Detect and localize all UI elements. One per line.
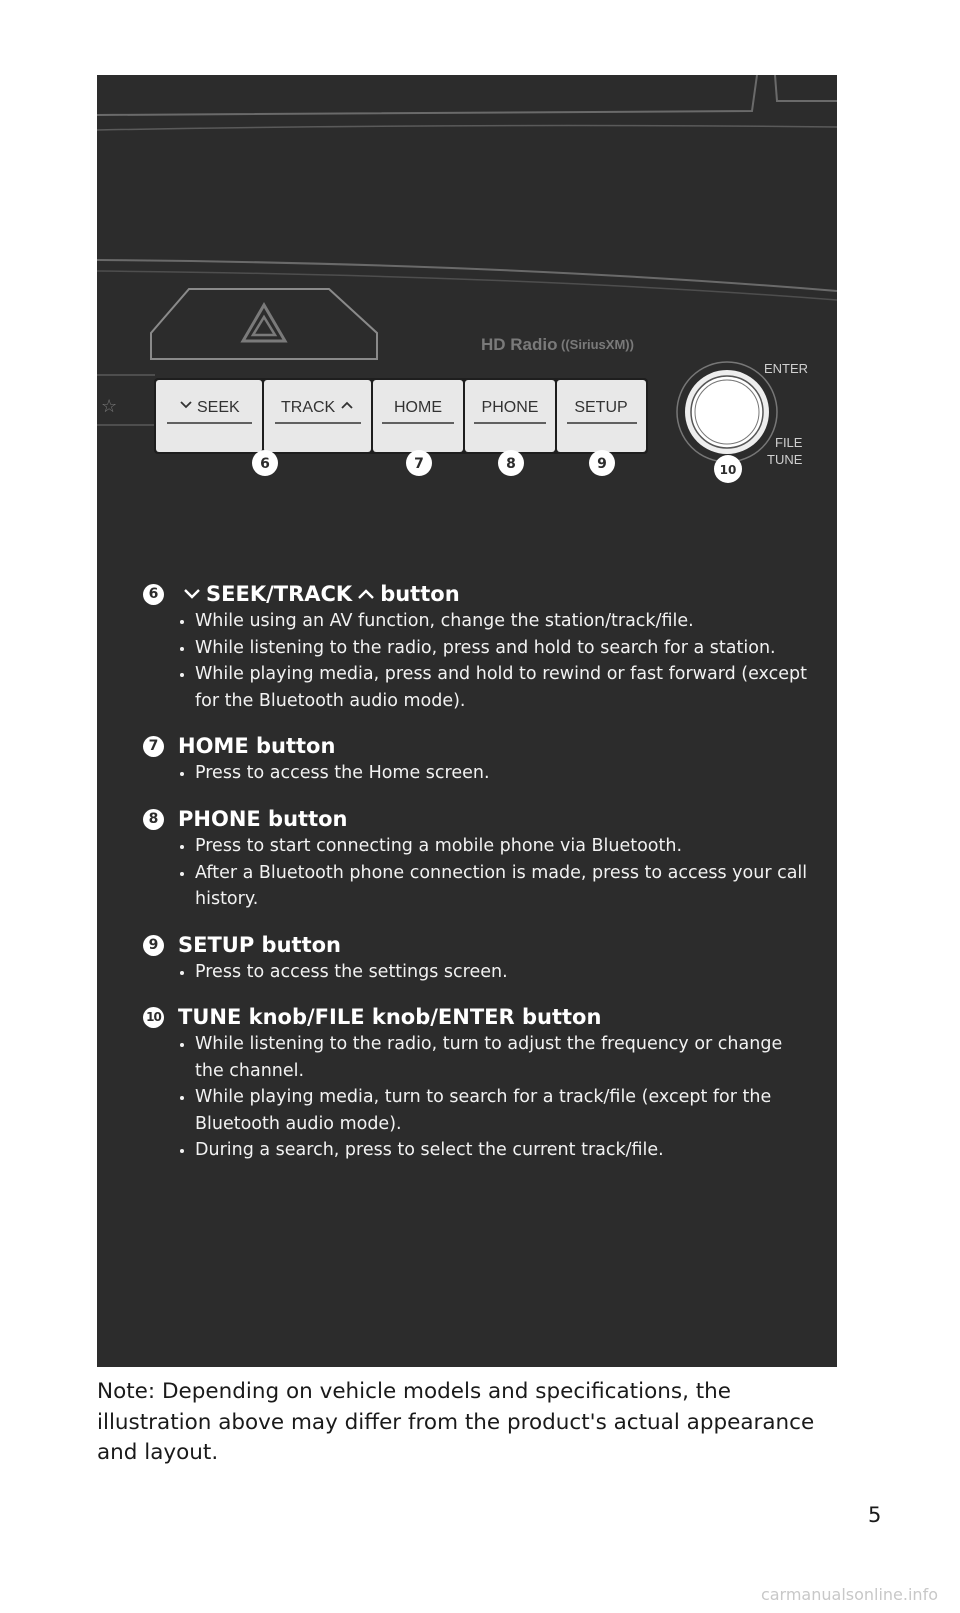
bullet: While listening to the radio, turn to adjust the frequency or change the channel. (177, 1031, 813, 1084)
dash-line-lower (97, 260, 837, 291)
item-bullets (143, 833, 813, 913)
dash-line-corner (775, 75, 837, 101)
item-title-suffix: button (380, 582, 460, 606)
track-button[interactable] (264, 380, 371, 452)
bullet: While listening to the radio, press and hold to search for a station. (177, 635, 813, 662)
tune-knob[interactable] (677, 362, 777, 462)
hazard-button (151, 289, 377, 359)
dash-line-top (97, 75, 757, 115)
disclaimer-note: Note: Depending on vehicle models and specifications, the illustration above may differ from the product's actual appearance and layout. (97, 1379, 815, 1465)
bullet: Press to start connecting a mobile phone via Bluetooth. (177, 833, 813, 860)
home-label: HOME (394, 399, 442, 416)
page-number: 5 (868, 1503, 882, 1527)
enter-label: ENTER (764, 361, 809, 376)
siriusxm-logo: ((SiriusXM)) (561, 337, 634, 352)
favorite-star-icon: ☆ (101, 396, 118, 417)
item-number-badge: 8 (143, 809, 164, 830)
item-home (143, 732, 813, 787)
hazard-icon (243, 305, 285, 341)
phone-button[interactable] (465, 380, 555, 452)
item-bullets (143, 760, 813, 787)
manual-panel (97, 75, 837, 1367)
item-heading (143, 931, 813, 959)
item-heading (143, 805, 813, 833)
callout-8 (498, 450, 524, 476)
item-title: PHONE button (178, 807, 348, 831)
svg-text:10: 10 (719, 463, 737, 477)
bullet: During a search, press to select the current track/file. (177, 1137, 813, 1164)
item-bullets (143, 1031, 813, 1164)
svg-text:8: 8 (506, 456, 516, 472)
item-bullets (143, 959, 813, 986)
hd-radio-logo: HD Radio (481, 335, 558, 354)
callout-10 (714, 455, 742, 483)
callout-9 (589, 450, 615, 476)
item-tune-knob (143, 1003, 813, 1164)
setup-label: SETUP (574, 399, 628, 416)
svg-text:9: 9 (597, 456, 607, 472)
item-title: SETUP button (178, 933, 341, 957)
bullet: Press to access the Home screen. (177, 760, 813, 787)
chevron-down-icon (184, 589, 200, 599)
bullet: Press to access the settings screen. (177, 959, 813, 986)
item-number-badge: 7 (143, 736, 164, 757)
item-seek-track (143, 580, 813, 714)
callout-7 (406, 450, 432, 476)
seek-button[interactable] (156, 380, 262, 452)
item-title: SEEK/TRACK (206, 582, 353, 606)
item-bullets (143, 608, 813, 714)
item-title: TUNE knob/FILE knob/ENTER button (178, 1005, 602, 1029)
chevron-up-icon (358, 589, 374, 599)
item-heading (143, 1003, 813, 1031)
item-setup (143, 931, 813, 986)
bullet: While playing media, turn to search for a track/file (except for the Bluetooth audio mode). (177, 1084, 813, 1137)
home-button[interactable] (373, 380, 463, 452)
bullet: While playing media, press and hold to rewind or fast forward (except for the Bluetooth audio mode). (177, 661, 813, 714)
item-title: HOME button (178, 734, 336, 758)
item-heading (143, 580, 813, 608)
track-label: TRACK (281, 399, 336, 416)
file-label: FILE (775, 435, 803, 450)
item-number-badge: 6 (143, 584, 164, 605)
item-number-badge: 10 (143, 1007, 164, 1028)
bullet: After a Bluetooth phone connection is made, press to access your call history. (177, 860, 813, 913)
dash-line-lower-2 (97, 271, 837, 300)
setup-button[interactable] (557, 380, 646, 452)
svg-text:7: 7 (414, 456, 424, 472)
seek-label: SEEK (197, 399, 240, 416)
dash-line-upper (97, 126, 837, 130)
bullet: While using an AV function, change the station/track/file. (177, 608, 813, 635)
svg-text:6: 6 (260, 456, 270, 472)
footer-watermark: carmanualsonline.info (760, 1585, 938, 1604)
tune-label: TUNE (767, 452, 803, 467)
item-phone (143, 805, 813, 913)
callout-6 (252, 450, 278, 476)
item-number-badge: 9 (143, 935, 164, 956)
head-unit-illustration (97, 75, 837, 495)
item-heading (143, 732, 813, 760)
phone-label: PHONE (481, 399, 539, 416)
